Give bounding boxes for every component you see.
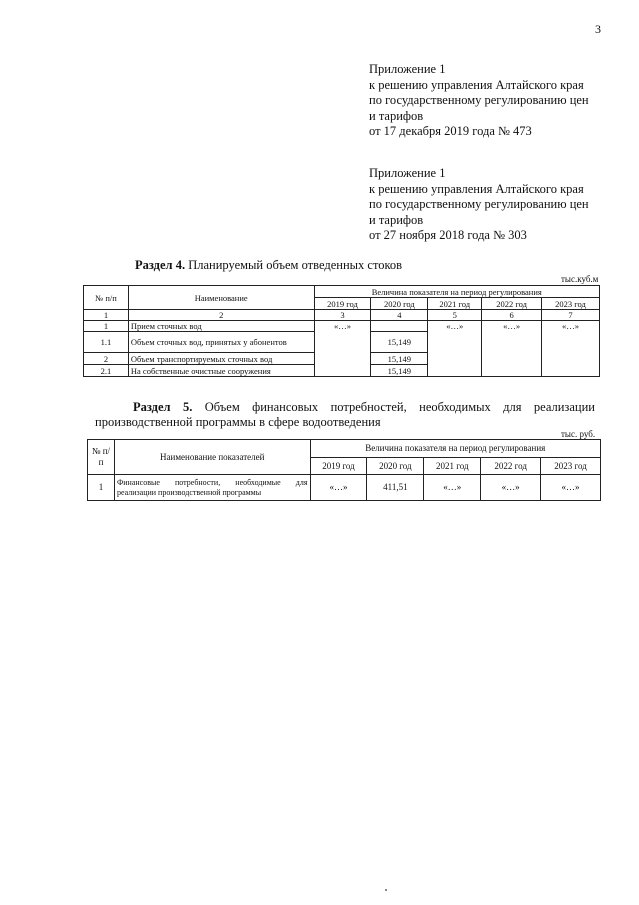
scan-speck bbox=[385, 889, 387, 891]
col-number: 2 bbox=[128, 310, 314, 321]
page-number: 3 bbox=[595, 22, 601, 36]
appendix-line: Приложение 1 bbox=[369, 166, 446, 180]
section5-title bbox=[95, 400, 595, 430]
col-number: 6 bbox=[482, 310, 542, 321]
col-number: 4 bbox=[371, 310, 428, 321]
header-period: Величина показателя на период регулирования bbox=[310, 440, 600, 458]
row-value-2020 bbox=[371, 321, 428, 332]
merged-value-2019: «…» bbox=[314, 321, 371, 377]
header-year: 2023 год bbox=[542, 298, 600, 310]
appendix-line: от 17 декабря 2019 года № 473 bbox=[369, 124, 532, 138]
header-year: 2023 год bbox=[541, 458, 601, 475]
header-year: 2021 год bbox=[424, 458, 481, 475]
merged-value-2022: «…» bbox=[482, 321, 542, 377]
col-number: 5 bbox=[428, 310, 482, 321]
column-number-row bbox=[84, 310, 600, 321]
header-num: № п/п bbox=[88, 440, 115, 475]
appendix-line: по государственному регулированию цен bbox=[369, 197, 589, 211]
merged-value-2023: «…» bbox=[542, 321, 600, 377]
row-value: «…» bbox=[424, 475, 481, 501]
header-year: 2022 год bbox=[481, 458, 541, 475]
row-value: 411,51 bbox=[367, 475, 424, 501]
section5-title-text: Объем финансовых потребностей, необходимых для реализации производственной программы в сфере водоотведения bbox=[95, 400, 595, 429]
appendix-line: к решению управления Алтайского края bbox=[369, 77, 584, 92]
appendix-line: по государственному регулированию цен bbox=[369, 93, 589, 107]
merged-value-2021: «…» bbox=[428, 321, 482, 377]
header-name: Наименование bbox=[128, 286, 314, 310]
appendix-line: от 27 ноября 2018 года № 303 bbox=[369, 228, 527, 242]
row-num: 2.1 bbox=[84, 365, 129, 377]
row-name: Объем транспортируемых сточных вод bbox=[128, 353, 314, 365]
header-year: 2022 год bbox=[482, 298, 542, 310]
section4-unit: тыс.куб.м bbox=[561, 274, 599, 284]
row-num: 2 bbox=[84, 353, 129, 365]
section5-title-label: Раздел 5. bbox=[133, 400, 193, 414]
row-name: На собственные очистные сооружения bbox=[128, 365, 314, 377]
row-name: Финансовые потребности, необходимые для реализации производственной программы bbox=[114, 475, 310, 501]
header-year: 2020 год bbox=[371, 298, 428, 310]
section4-title bbox=[135, 258, 402, 273]
row-name: Прием сточных вод bbox=[128, 321, 314, 332]
row-num: 1 bbox=[84, 321, 129, 332]
header-year: 2021 год bbox=[428, 298, 482, 310]
section5-unit: тыс. руб. bbox=[561, 429, 596, 439]
row-value: «…» bbox=[310, 475, 367, 501]
row-value-2020: 15,149 bbox=[371, 332, 428, 353]
row-value: «…» bbox=[541, 475, 601, 501]
header-year: 2019 год bbox=[314, 298, 371, 310]
header-year: 2019 год bbox=[310, 458, 367, 475]
section4-table bbox=[83, 285, 600, 377]
appendix-line: и тарифов bbox=[369, 108, 424, 123]
row-value-2020: 15,149 bbox=[371, 365, 428, 377]
col-number: 7 bbox=[542, 310, 600, 321]
header-num: № п/п bbox=[84, 286, 129, 310]
appendix-line: и тарифов bbox=[369, 212, 424, 227]
section5-table bbox=[87, 439, 601, 501]
appendix-line: Приложение 1 bbox=[369, 62, 446, 76]
row-value: «…» bbox=[481, 475, 541, 501]
row-num: 1 bbox=[88, 475, 115, 501]
table-row bbox=[88, 475, 601, 501]
table-row bbox=[84, 321, 600, 332]
section4-title-label: Раздел 4. bbox=[135, 258, 186, 272]
header-year: 2020 год bbox=[367, 458, 424, 475]
section4-title-text: Планируемый объем отведенных стоков bbox=[188, 258, 403, 272]
row-value-2020: 15,149 bbox=[371, 353, 428, 365]
col-number: 3 bbox=[314, 310, 371, 321]
appendix-block-current bbox=[369, 62, 589, 140]
row-name: Объем сточных вод, принятых у абонентов bbox=[128, 332, 314, 353]
header-name: Наименование показателей bbox=[114, 440, 310, 475]
row-num: 1.1 bbox=[84, 332, 129, 353]
col-number: 1 bbox=[84, 310, 129, 321]
header-period: Величина показателя на период регулирования bbox=[314, 286, 599, 298]
appendix-block-previous bbox=[369, 166, 589, 244]
appendix-line: к решению управления Алтайского края bbox=[369, 181, 584, 196]
